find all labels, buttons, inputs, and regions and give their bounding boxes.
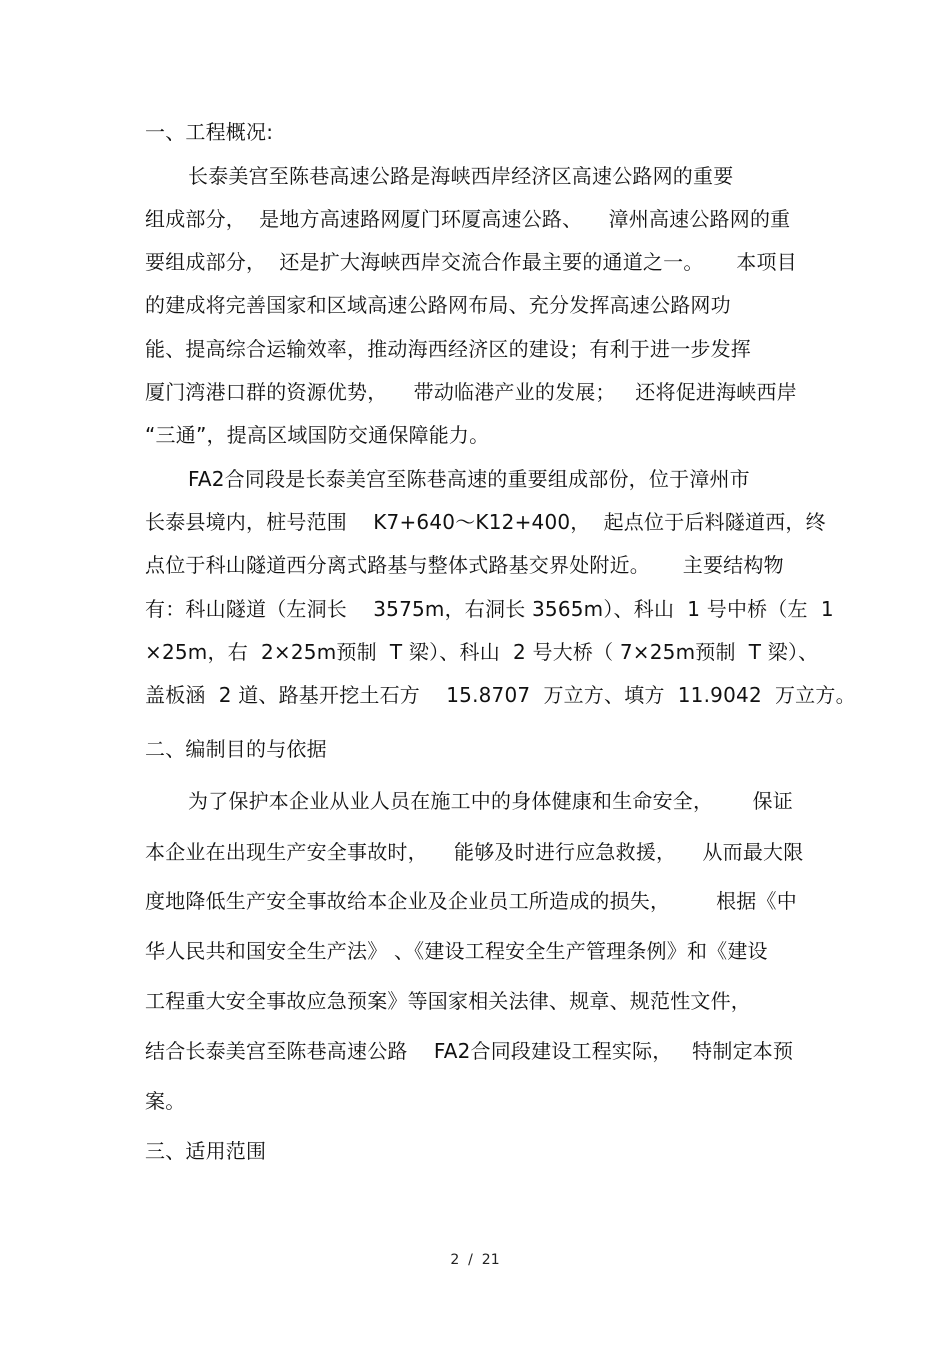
paragraph-line: 本企业在出现生产安全事故时， 能够及时进行应急救援， 从而最大限 bbox=[145, 840, 804, 864]
paragraph-line: 要组成部分， 还是扩大海峡西岸交流合作最主要的通道之一。 本项目 bbox=[145, 250, 797, 274]
paragraph-line: 长泰美宫至陈巷高速公路是海峡西岸经济区高速公路网的重要 bbox=[188, 164, 734, 188]
paragraph-line: 度地降低生产安全事故给本企业及企业员工所造成的损失， 根据《中 bbox=[145, 889, 797, 913]
paragraph-line: 工程重大安全事故应急预案》等国家相关法律、规章、规范性文件， bbox=[145, 989, 751, 1013]
section-heading-scope: 三、适用范围 bbox=[145, 1139, 267, 1163]
paragraph-line: ×25m，右 2×25m预制 T 梁）、科山 2 号大桥（ 7×25m预制 T 梁）、 bbox=[145, 640, 819, 664]
section-heading-overview: 一、工程概况: bbox=[145, 120, 274, 144]
paragraph-line: 的建成将完善国家和区域高速公路网布局、充分发挥高速公路网功 bbox=[145, 293, 731, 317]
paragraph-line: 能、提高综合运输效率，推动海西经济区的建设；有利于进一步发挥 bbox=[145, 337, 751, 361]
paragraph-line: 结合长泰美宫至陈巷高速公路 FA2合同段建设工程实际， 特制定本预 bbox=[145, 1039, 794, 1063]
paragraph-line: 厦门湾港口群的资源优势， 带动临港产业的发展； 还将促进海峡西岸 bbox=[145, 380, 797, 404]
paragraph-line: 案。 bbox=[145, 1089, 186, 1113]
paragraph-line: 有：科山隧道（左洞长 3575m，右洞长 3565m）、科山 1 号中桥（左 1 bbox=[145, 597, 834, 621]
paragraph-line: 盖板涵 2 道、路基开挖土石方 15.8707 万立方、填方 11.9042 万立方。 bbox=[145, 683, 856, 707]
paragraph-line: 长泰县境内，桩号范围 K7+640～K12+400， 起点位于后料隧道西，终 bbox=[145, 510, 826, 534]
section-heading-purpose: 二、编制目的与依据 bbox=[145, 737, 327, 761]
paragraph-line: 华人民共和国安全生产法》 、《建设工程安全生产管理条例》和《建设 bbox=[145, 939, 768, 963]
paragraph-line: 组成部分， 是地方高速路网厦门环厦高速公路、 漳州高速公路网的重 bbox=[145, 207, 791, 231]
paragraph-line: “三通”，提高区域国防交通保障能力。 bbox=[145, 423, 490, 447]
page-number: 2 / 21 bbox=[450, 1252, 500, 1268]
paragraph-line: FA2合同段是长泰美宫至陈巷高速的重要组成部份，位于漳州市 bbox=[188, 467, 750, 491]
paragraph-line: 点位于科山隧道西分离式路基与整体式路基交界处附近。 主要结构物 bbox=[145, 553, 784, 577]
paragraph-line: 为了保护本企业从业人员在施工中的身体健康和生命安全， 保证 bbox=[188, 789, 793, 813]
